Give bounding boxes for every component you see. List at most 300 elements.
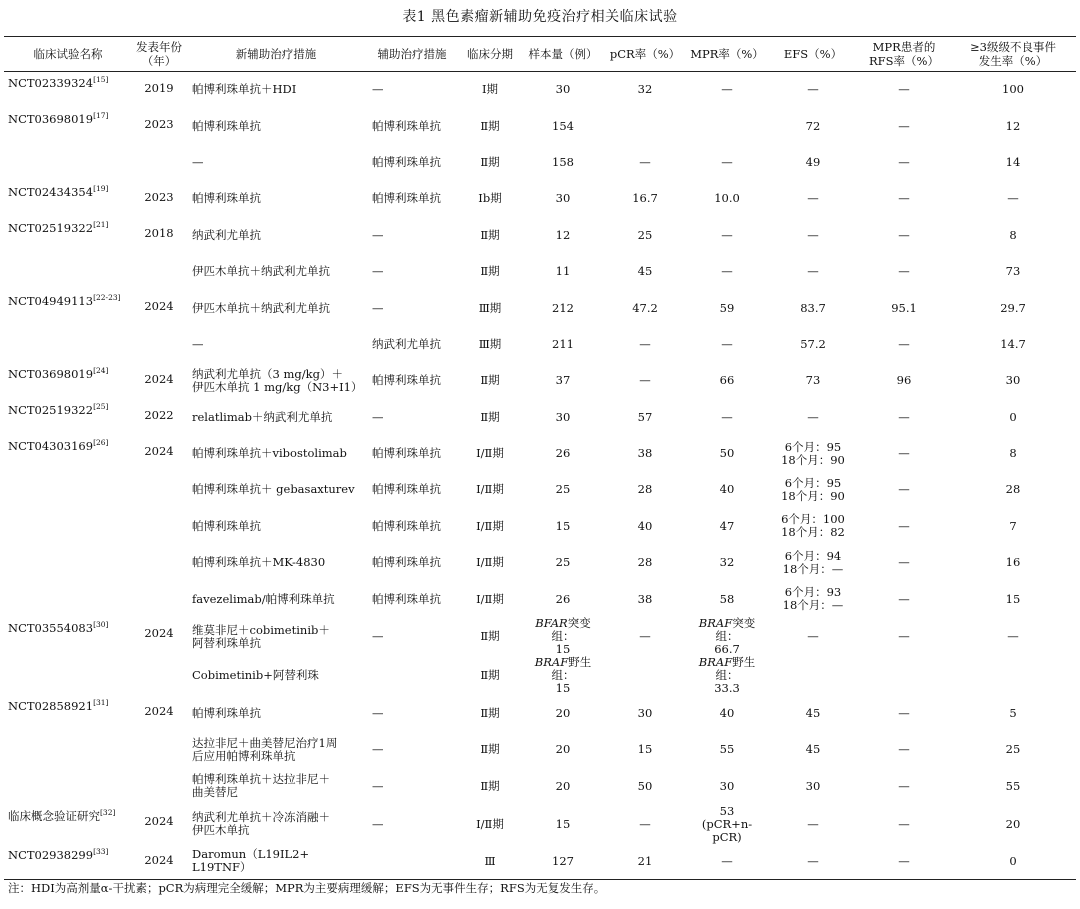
efs-line2: 18个月：90 [781,452,845,467]
cell-efs [768,326,858,362]
rfs-value: — [898,629,910,644]
mpr-value: 30 [719,778,735,793]
phase-value: Ⅲ [484,853,496,868]
cell-rfs [858,72,950,108]
cell-efs [768,253,858,289]
neoadjuvant-line1: 帕博利珠单抗 [192,191,261,206]
cell-adverse-events [950,581,1076,617]
cell-trial-name [4,181,132,217]
table-caption: 表1 黑色素瘤新辅助免疫治疗相关临床试验 [402,9,678,25]
rfs-value: — [898,191,910,206]
mpr-value: — [721,409,733,424]
cell-neoadjuvant [186,72,366,108]
cell-adverse-events [950,435,1076,471]
adverse-events-value: 25 [1005,742,1021,757]
cell-pcr [604,217,686,253]
adverse-events-value: 14.7 [1000,336,1026,351]
efs-value: — [807,264,819,279]
pcr-value: 15 [637,742,653,757]
efs-value: — [807,409,819,424]
cell-year [132,144,186,180]
cell-rfs [858,363,950,399]
table-body [4,72,1076,880]
adjuvant-value: 帕博利珠单抗 [372,555,441,570]
neoadjuvant-line1: 纳武利尤单抗＋冷冻消融＋ [192,810,330,825]
cell-trial-name [4,72,132,108]
cell-efs [768,72,858,108]
gene-name: BRAF [534,655,569,670]
cell-adjuvant [366,732,458,768]
header-efs: EFS（%） [768,37,858,72]
reference-marker: [32] [100,807,116,817]
efs-value: 30 [805,778,821,793]
trial-id: 临床概念验证研究 [8,808,100,823]
cell-sample-size [522,545,604,581]
adjuvant-value: — [372,227,384,242]
cell-pcr [604,399,686,435]
mpr-value: 50 [719,446,735,461]
cell-adverse-events [950,695,1076,731]
cell-neoadjuvant [186,290,366,326]
efs-value: 72 [805,118,821,133]
cell-pcr [604,768,686,804]
cell-year [132,617,186,656]
rfs-value: — [898,518,910,533]
efs-value: 6个月：93 [784,585,842,600]
table-row [4,695,1076,731]
cell-trial-name [4,326,132,362]
table-row [4,72,1076,108]
phase-value: Ⅱ期 [480,742,500,757]
header-rfs-line2: RFS率（%） [869,54,939,68]
table-row [4,617,1076,656]
header-row [4,37,1076,72]
cell-rfs [858,695,950,731]
cell-neoadjuvant [186,617,366,656]
phase-value: Ⅰb期 [478,191,502,206]
pcr-value: 21 [637,853,653,868]
year-value: 2023 [144,116,174,131]
cell-mpr [686,656,768,695]
cell-neoadjuvant [186,253,366,289]
cell-neoadjuvant [186,435,366,471]
header-year-line2: （年） [141,54,177,68]
cell-efs [768,617,858,656]
year-value: 2024 [144,444,174,459]
cell-trial-name [4,217,132,253]
adjuvant-value: — [372,264,384,279]
reference-marker: [22-23] [93,293,121,303]
cell-phase [458,508,522,544]
cell-year [132,508,186,544]
cell-mpr [686,253,768,289]
mpr-value: 40 [719,482,735,497]
header-adverse-events [950,37,1076,72]
cell-sample-size [522,732,604,768]
rfs-value: — [898,853,910,868]
pcr-value: 38 [637,591,653,606]
cell-rfs [858,399,950,435]
neoadjuvant-line1: Cobimetinib+阿替利珠 [192,668,319,683]
rfs-value: — [898,591,910,606]
neoadjuvant-line1: relatlimab＋纳武利尤单抗 [192,409,333,424]
sample-size-value: 212 [552,300,574,315]
sample-size-value: 12 [555,227,571,242]
cell-sample-size [522,844,604,880]
phase-value: Ⅱ期 [480,706,500,721]
table-footnote: 注：HDI为高剂量α-干扰素；pCR为病理完全缓解；MPR为主要病理缓解；EFS为无事件生存；RFS为无复发生存。 [8,881,606,895]
cell-adverse-events [950,617,1076,656]
cell-year [132,656,186,695]
cell-year [132,326,186,362]
year-value: 2024 [144,813,174,828]
efs-value: 6个月：94 [784,548,842,563]
neoadjuvant-line2: 伊匹木单抗 1 mg/kg（N3+I1） [192,379,363,394]
cell-adjuvant [366,217,458,253]
cell-phase [458,72,522,108]
efs-value: 73 [805,373,821,388]
efs-value: 45 [805,742,821,757]
cell-phase [458,472,522,508]
mpr-value: — [721,336,733,351]
cell-sample-size [522,217,604,253]
trial-id: NCT04949113 [8,293,94,308]
cell-adverse-events [950,656,1076,695]
adjuvant-value: 帕博利珠单抗 [372,373,441,388]
cell-trial-name [4,617,132,656]
cell-mpr [686,399,768,435]
rfs-value: — [898,706,910,721]
cell-pcr [604,805,686,844]
cell-adjuvant [366,253,458,289]
adjuvant-value: 帕博利珠单抗 [372,482,441,497]
trial-id: NCT03698019 [8,366,94,381]
rfs-value: — [898,555,910,570]
phase-value: Ⅱ期 [480,778,500,793]
table-row [4,326,1076,362]
rfs-value: — [898,816,910,831]
sample-size-value: 15 [555,518,571,533]
cell-sample-size [522,508,604,544]
mpr-value: 55 [719,742,735,757]
cell-mpr [686,508,768,544]
mpr-value: 66 [719,373,735,388]
gene-name: BRAF [698,655,733,670]
cell-rfs [858,435,950,471]
cell-rfs [858,144,950,180]
cell-year [132,768,186,804]
cell-mpr [686,217,768,253]
cell-adverse-events [950,508,1076,544]
efs-value: 45 [805,706,821,721]
pcr-value: 47.2 [632,300,658,315]
table-row [4,181,1076,217]
cell-phase [458,253,522,289]
cell-efs [768,108,858,144]
year-value: 2019 [144,81,174,95]
sample-size-value: 26 [555,446,571,461]
cell-efs [768,581,858,617]
pcr-value: — [639,816,651,831]
sample-size-value: 25 [555,482,571,497]
efs-value: — [807,853,819,868]
table-row [4,508,1076,544]
phase-value: Ⅱ期 [480,668,500,683]
mpr-value: — [721,264,733,279]
phase-value: Ⅲ期 [478,300,502,315]
neoadjuvant-line1: 帕博利珠单抗＋ gebasaxturev [192,482,355,497]
phase-value: Ⅱ期 [480,118,500,133]
cell-neoadjuvant [186,181,366,217]
cell-adjuvant [366,72,458,108]
cell-sample-size [522,144,604,180]
cell-phase [458,581,522,617]
cell-phase [458,399,522,435]
trial-id: NCT03698019 [8,111,94,126]
cell-adverse-events [950,363,1076,399]
trial-id: NCT02519322 [8,221,94,236]
phase-value: Ⅱ期 [480,154,500,169]
cell-neoadjuvant [186,695,366,731]
cell-year [132,805,186,844]
mpr-value: 32 [719,555,735,570]
phase-value: Ⅰ/Ⅱ期 [476,816,504,831]
adjuvant-value: 纳武利尤单抗 [372,336,441,351]
pcr-value: 30 [637,706,653,721]
adverse-events-value: 0 [1009,853,1017,868]
table-row [4,581,1076,617]
cell-adverse-events [950,805,1076,844]
neoadjuvant-line1: 伊匹木单抗＋纳武利尤单抗 [192,300,330,315]
clinical-trials-table [4,36,1076,880]
phase-value: Ⅰ/Ⅱ期 [476,518,504,533]
mpr-value: 突变组： [715,616,756,644]
sample-size-value: 158 [552,154,574,169]
trial-id: NCT02938299 [8,847,94,862]
cell-rfs [858,545,950,581]
cell-year [132,363,186,399]
cell-adjuvant [366,472,458,508]
cell-year [132,581,186,617]
cell-rfs [858,181,950,217]
phase-value: Ⅰ期 [481,82,499,97]
cell-pcr [604,545,686,581]
efs-value: 6个月：95 [784,439,842,454]
neoadjuvant-line1: 帕博利珠单抗＋达拉非尼＋ [192,772,330,787]
phase-value: Ⅱ期 [480,373,500,388]
header-ae-line2: 发生率（%） [978,54,1048,68]
cell-adverse-events [950,144,1076,180]
phase-value: Ⅱ期 [480,264,500,279]
cell-adjuvant [366,399,458,435]
cell-adjuvant [366,768,458,804]
adjuvant-value: — [372,82,384,97]
cell-pcr [604,108,686,144]
phase-value: Ⅰ/Ⅱ期 [476,482,504,497]
table-row [4,768,1076,804]
cell-trial-name [4,581,132,617]
cell-mpr [686,326,768,362]
cell-year [132,253,186,289]
cell-adjuvant [366,108,458,144]
cell-neoadjuvant [186,326,366,362]
header-sample-size: 样本量（例） [522,37,604,72]
rfs-value: — [898,778,910,793]
efs-value: 57.2 [800,336,826,351]
cell-adverse-events [950,72,1076,108]
adverse-events-value: 15 [1005,591,1021,606]
cell-efs [768,363,858,399]
pcr-value: 32 [637,82,653,97]
cell-adjuvant [366,363,458,399]
neoadjuvant-line1: — [192,336,204,351]
cell-sample-size [522,108,604,144]
cell-rfs [858,217,950,253]
cell-adjuvant [366,290,458,326]
cell-trial-name [4,844,132,880]
cell-mpr [686,144,768,180]
cell-trial-name [4,399,132,435]
cell-rfs [858,581,950,617]
cell-adjuvant [366,435,458,471]
pcr-value: 45 [637,264,653,279]
reference-marker: [19] [93,183,109,193]
year-value: 2024 [144,371,174,386]
cell-neoadjuvant [186,768,366,804]
table-row [4,290,1076,326]
cell-phase [458,844,522,880]
cell-phase [458,144,522,180]
table-row [4,472,1076,508]
efs-value: 6个月：100 [781,512,845,527]
rfs-value: 96 [896,373,912,388]
cell-trial-name [4,363,132,399]
cell-efs [768,217,858,253]
cell-trial-name [4,253,132,289]
cell-mpr [686,617,768,656]
neoadjuvant-line1: 帕博利珠单抗 [192,706,261,721]
sample-size-value: 11 [555,264,571,279]
mpr-value: 58 [719,591,735,606]
table-row [4,732,1076,768]
table-row [4,108,1076,144]
cell-mpr [686,108,768,144]
reference-marker: [31] [93,698,109,708]
pcr-value: — [639,373,651,388]
header-phase: 临床分期 [458,37,522,72]
rfs-value: — [898,227,910,242]
cell-adjuvant [366,144,458,180]
cell-sample-size [522,290,604,326]
sample-size-value: 25 [555,555,571,570]
cell-mpr [686,545,768,581]
efs-value: — [807,816,819,831]
sample-size-line2: 15 [555,642,571,657]
cell-adverse-events [950,472,1076,508]
table-row [4,217,1076,253]
cell-efs [768,435,858,471]
cell-adverse-events [950,545,1076,581]
cell-neoadjuvant [186,581,366,617]
sample-size-value: 30 [555,409,571,424]
cell-adjuvant [366,805,458,844]
rfs-value: — [898,154,910,169]
neoadjuvant-line1: 帕博利珠单抗＋MK-4830 [192,555,326,570]
gene-name: BFAR [535,616,568,631]
table-row [4,363,1076,399]
neoadjuvant-line1: 达拉非尼＋曲美替尼治疗1周 [192,735,338,750]
cell-rfs [858,472,950,508]
phase-value: Ⅱ期 [480,629,500,644]
reference-marker: [33] [93,846,109,856]
cell-trial-name [4,805,132,844]
cell-rfs [858,326,950,362]
rfs-value: — [898,264,910,279]
efs-value: 49 [805,154,821,169]
neoadjuvant-line1: Daromun（L19IL2+ L19TNF） [192,847,310,875]
cell-adjuvant [366,326,458,362]
cell-pcr [604,435,686,471]
cell-sample-size [522,472,604,508]
pcr-value: — [639,629,651,644]
cell-phase [458,732,522,768]
cell-efs [768,181,858,217]
year-value: 2024 [144,298,174,313]
header-neoadjuvant: 新辅助治疗措施 [186,37,366,72]
reference-marker: [26] [93,438,109,448]
cell-phase [458,363,522,399]
cell-pcr [604,144,686,180]
efs-value: 83.7 [800,300,826,315]
sample-size-value: 20 [555,706,571,721]
year-value: 2023 [144,189,174,204]
mpr-value: — [721,154,733,169]
adjuvant-value: 帕博利珠单抗 [372,191,441,206]
cell-phase [458,656,522,695]
cell-neoadjuvant [186,363,366,399]
cell-mpr [686,805,768,844]
cell-phase [458,108,522,144]
cell-pcr [604,363,686,399]
efs-line2: 18个月：— [782,561,844,576]
adjuvant-value: 帕博利珠单抗 [372,518,441,533]
header-rfs-line1: MPR患者的 [872,40,936,54]
cell-efs [768,399,858,435]
rfs-value: — [898,336,910,351]
cell-rfs [858,844,950,880]
cell-phase [458,805,522,844]
trial-id: NCT02858921 [8,699,94,714]
cell-sample-size [522,326,604,362]
phase-value: Ⅲ期 [478,336,502,351]
phase-value: Ⅱ期 [480,409,500,424]
cell-mpr [686,472,768,508]
adjuvant-value: 帕博利珠单抗 [372,118,441,133]
cell-year [132,545,186,581]
mpr-value: 40 [719,706,735,721]
mpr-line2: (pCR+n-pCR) [701,816,753,844]
cell-adverse-events [950,399,1076,435]
cell-trial-name [4,545,132,581]
cell-mpr [686,695,768,731]
cell-phase [458,695,522,731]
neoadjuvant-line1: 纳武利尤单抗 [192,227,261,242]
adjuvant-value: — [372,300,384,315]
reference-marker: [25] [93,402,109,412]
adverse-events-value: — [1007,191,1019,206]
cell-pcr [604,290,686,326]
sample-size-value: 30 [555,82,571,97]
